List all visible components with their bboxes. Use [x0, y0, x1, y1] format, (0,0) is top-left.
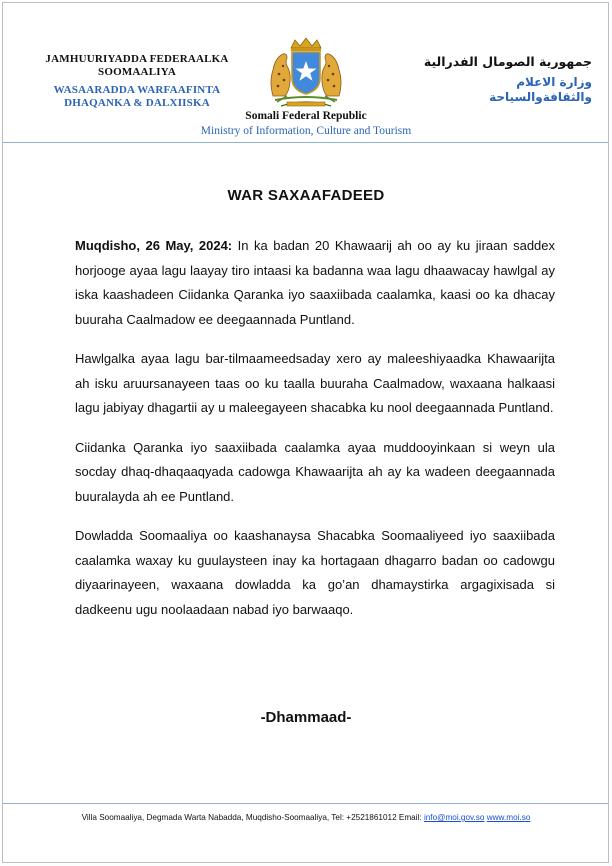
- header-left-line2: SOOMAALIYA: [98, 66, 176, 78]
- paragraph-1: [75, 234, 555, 332]
- header-arabic-block: [400, 54, 592, 105]
- closing-mark: -Dhammaad-: [260, 709, 352, 726]
- document-title: WAR SAXAAFADEED: [227, 187, 385, 204]
- footer-address: Villa Soomaaliya, Degmada Warta Nabadda, Muqdisho-Soomaaliya, Tel: +2521861012 Email:: [81, 813, 424, 822]
- dateline: Muqdisho, 26 May, 2024:: [75, 238, 233, 253]
- footer-website-link[interactable]: www.moi.so: [486, 813, 531, 822]
- header-divider: [3, 142, 608, 143]
- header-right-line3: والثقافةوالسياحة: [489, 90, 592, 104]
- paragraph-1-text: In ka badan 20 Khawaarij ah oo ay ku jiraan saddex horjooge ayaa lagu laayay tiro intaasi ka badanna waa lagu dhaawacay hawlgal ay iska kaashadeen Ciidanka Qaranka iyo saaxiibada caalamka, kaasi oo ka dhacay buuraha Caalmadow ee deegaannada Puntland.: [75, 238, 556, 327]
- press-release-body: [75, 234, 555, 637]
- header-left-line3: WASAARADDA WARFAAFINTA: [53, 84, 221, 96]
- header-left-line1: JAMHUURIYADDA FEDERAALKA: [45, 53, 229, 65]
- header-left-line4: DHAQANKA & DALXIISKA: [64, 97, 210, 109]
- header-right-line2: وزارة الاعلام: [516, 75, 592, 89]
- footer-divider: [3, 803, 608, 804]
- footer: [0, 813, 612, 822]
- header-somali-block: [22, 53, 252, 110]
- paragraph-3: Ciidanka Qaranka iyo saaxiibada caalamka ayaa muddooyinkaan si weyn ula socday dhaq-dhaqaaqyada cadowga Khawaarijta ah ay ka wadeen deegaannada buuralayda ah ee Puntland.: [75, 439, 555, 504]
- republic-name: Somali Federal Republic: [245, 110, 367, 122]
- header-right-line1: جمهورية الصومال الفدرالية: [423, 54, 592, 69]
- paragraph-2: Hawlgalka ayaa lagu bar-tilmaameedsaday xero ay maleeshiyaadka Khawaarijta ah isku aruursanayeen taas oo ku taalla buuraha Caalmadow, waxaana halkaasi lagu jabiyay dhagartii ay u maleegayeen shacabka ku nool deegaannada Puntland.: [75, 351, 555, 415]
- ministry-name: Ministry of Information, Culture and Tourism: [200, 125, 412, 137]
- somali-coat-of-arms-icon: [257, 36, 355, 112]
- footer-email-link[interactable]: info@moi.gov.so: [423, 813, 485, 822]
- paragraph-4: Dowladda Soomaaliya oo kaashanaysa Shacabka Soomaaliyeed iyo saaxiibada caalamka waxay ku guulaysteen inay ka hortagaan dhagarro badan oo cadowgu diyaarinayeen, waxaana dowladda ka go’an dhamaystirka argagixisada si dadkeenu ugu noolaadaan nabad iyo barwaaqo.: [75, 528, 555, 617]
